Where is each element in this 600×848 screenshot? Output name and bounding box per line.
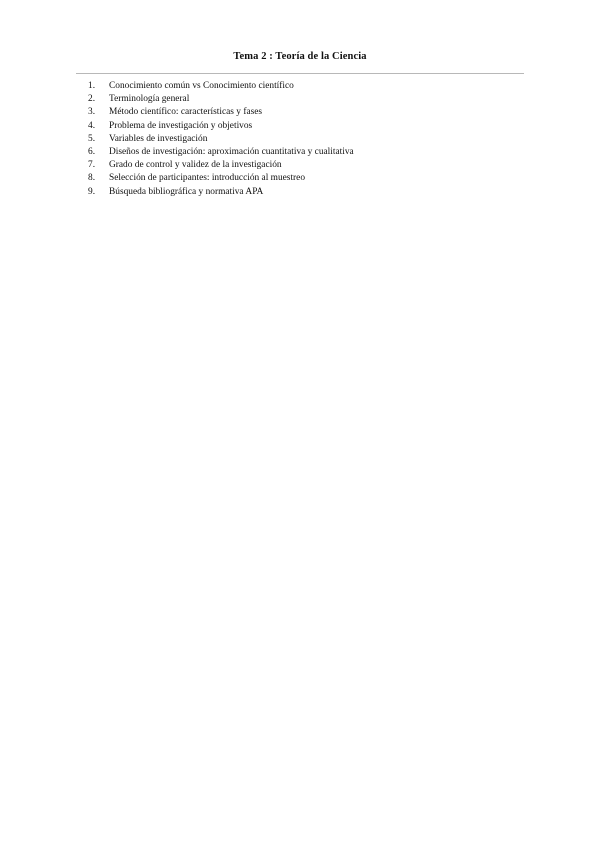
list-item-number: 4. <box>88 120 96 131</box>
list-item <box>88 133 354 146</box>
list-item-number: 3. <box>88 107 96 118</box>
list-item-number: 2. <box>88 94 96 105</box>
page-title: Tema 2 : Teoría de la Ciencia <box>233 51 367 62</box>
list-item-number: 8. <box>88 173 96 184</box>
list-item-text: Método científico: características y fases <box>109 107 263 118</box>
list-item-text: Variables de investigación <box>109 133 208 144</box>
list-item-number: 1. <box>88 81 96 91</box>
list-item-text: Diseños de investigación: aproximación cuantitativa y cualitativa <box>109 147 354 158</box>
list-item-text: Búsqueda bibliográfica y normativa APA <box>109 186 264 197</box>
list-item <box>88 186 354 199</box>
list-item-number: 9. <box>88 186 96 197</box>
list-item-number: 6. <box>88 147 96 158</box>
list-item-text: Terminología general <box>109 94 190 105</box>
list-item <box>88 146 354 159</box>
list-item <box>88 80 354 93</box>
list-item <box>88 93 354 106</box>
list-item-text: Selección de participantes: introducción al muestreo <box>109 173 306 184</box>
title-divider <box>76 73 524 74</box>
list-item-text: Conocimiento común vs Conocimiento científico <box>109 81 294 91</box>
topic-list <box>88 80 354 199</box>
list-item-text: Problema de investigación y objetivos <box>109 120 253 131</box>
list-item <box>88 120 354 133</box>
list-item <box>88 106 354 119</box>
list-item-text: Grado de control y validez de la investigación <box>109 160 282 171</box>
list-item-number: 5. <box>88 133 96 144</box>
list-item-number: 7. <box>88 160 96 171</box>
list-item <box>88 159 354 172</box>
list-item <box>88 172 354 185</box>
